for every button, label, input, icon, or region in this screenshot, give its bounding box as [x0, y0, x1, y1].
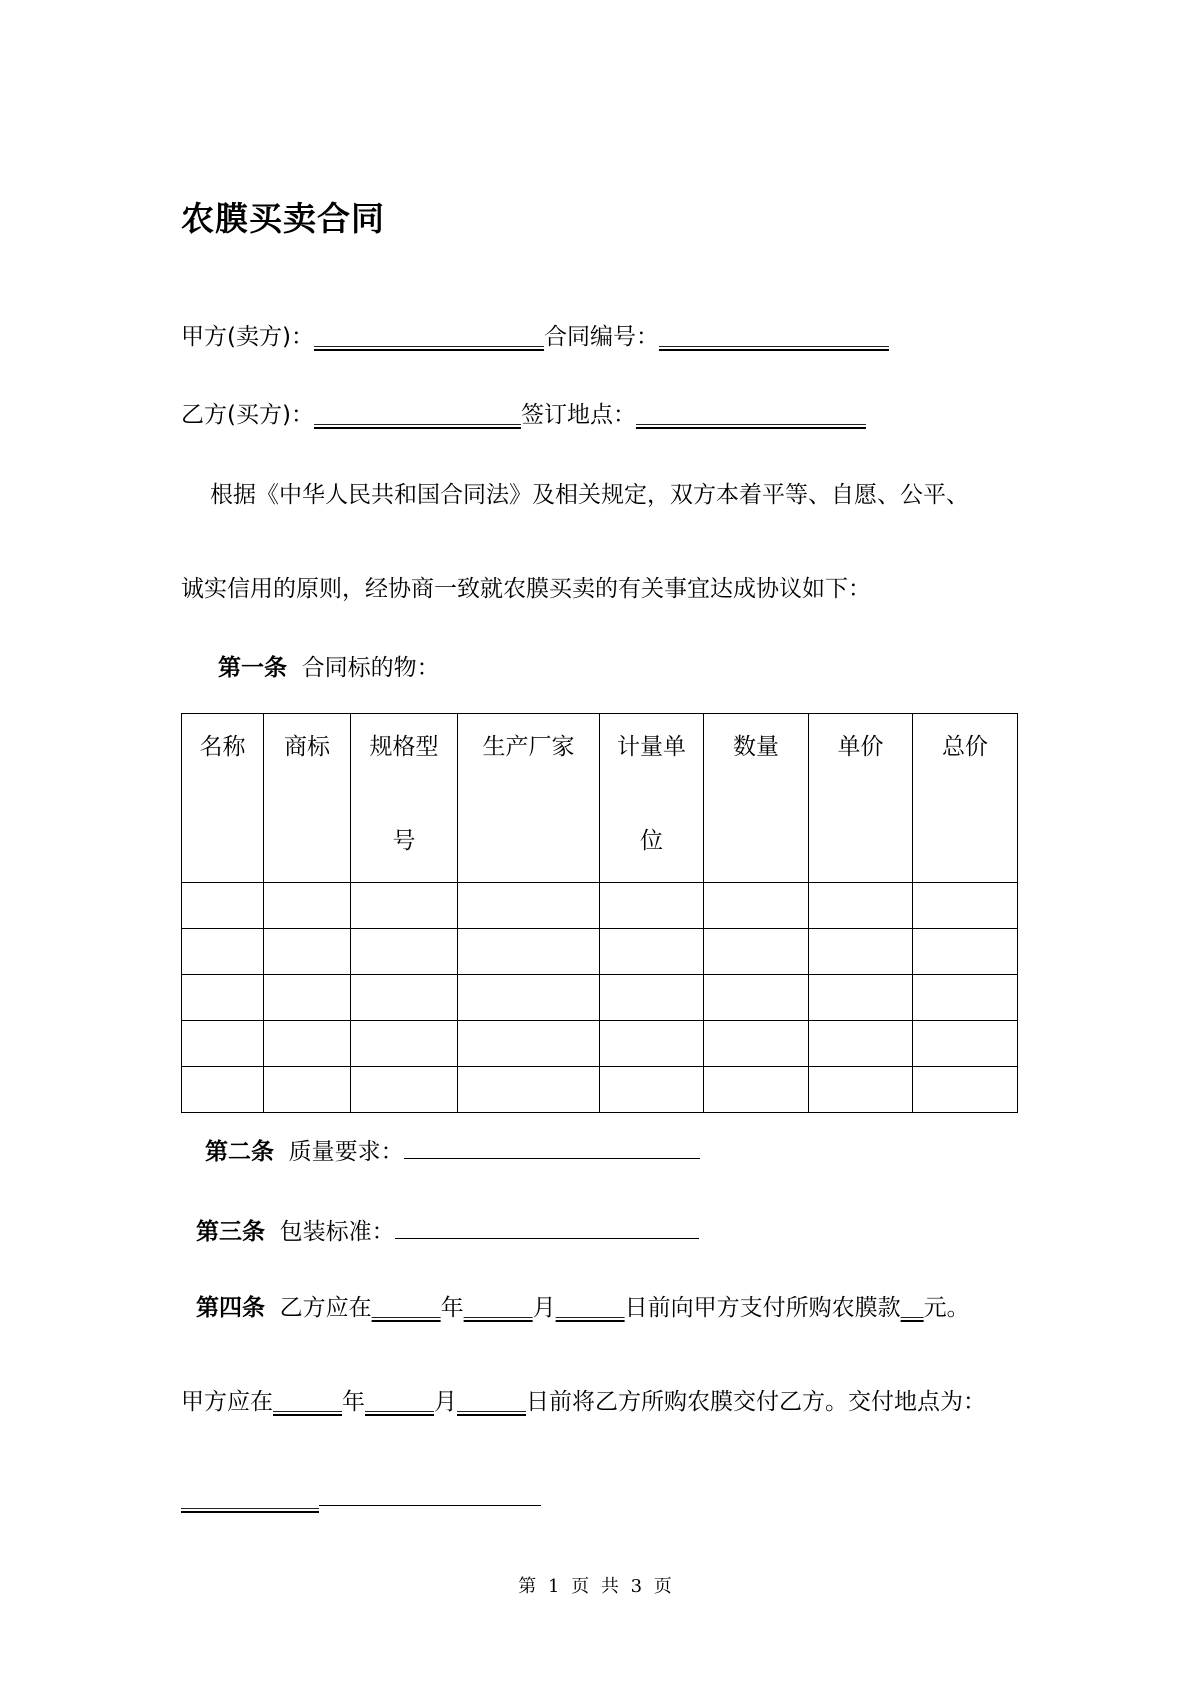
table-cell[interactable] — [600, 929, 704, 975]
party-b-line — [181, 400, 866, 430]
table-cell[interactable] — [600, 1021, 704, 1067]
article-1-text: 合同标的物： — [301, 655, 440, 681]
table-cell[interactable] — [913, 975, 1018, 1021]
party-b-label: 乙方(买方)： — [181, 402, 314, 428]
article-1-heading: 第一条 — [218, 655, 287, 681]
table-cell[interactable] — [351, 1021, 458, 1067]
table-cell[interactable] — [351, 929, 458, 975]
table-cell[interactable] — [913, 1067, 1018, 1113]
table-cell[interactable] — [264, 1067, 351, 1113]
delivery-year-blank[interactable]: ＿＿＿ — [273, 1389, 342, 1415]
article-4-line-1: 第四条 乙方应在＿＿＿年＿＿＿月＿＿＿日前向甲方支付所购农膜款＿元。 — [196, 1295, 970, 1321]
table-cell[interactable] — [264, 1021, 351, 1067]
quality-blank[interactable] — [404, 1134, 700, 1159]
table-cell[interactable] — [351, 1067, 458, 1113]
table-cell[interactable] — [458, 1021, 600, 1067]
table-cell[interactable] — [809, 975, 913, 1021]
article-4-heading: 第四条 — [196, 1295, 265, 1321]
sign-place-label: 签订地点： — [520, 402, 636, 428]
header-cell-unit-price: 单价 — [809, 714, 913, 883]
table-cell[interactable] — [704, 883, 809, 929]
party-a-line — [181, 322, 889, 352]
pay-day-blank[interactable]: ＿＿＿ — [555, 1295, 625, 1321]
pay-year-blank[interactable]: ＿＿＿ — [371, 1295, 441, 1321]
article-1 — [218, 653, 440, 683]
table-header-row — [182, 714, 1018, 883]
goods-table — [181, 713, 1018, 1113]
table-cell[interactable] — [458, 975, 600, 1021]
table-cell[interactable] — [704, 929, 809, 975]
header-cell-spec: 规格型 号 — [351, 714, 458, 883]
table-cell[interactable] — [809, 883, 913, 929]
party-a-label: 甲方(卖方)： — [181, 324, 314, 350]
table-cell[interactable] — [913, 1021, 1018, 1067]
delivery-place-underline[interactable] — [319, 1481, 541, 1506]
sign-place-blank[interactable]: ＿＿＿＿＿＿＿＿＿＿ — [635, 402, 866, 428]
table-row — [182, 1067, 1018, 1113]
table-cell[interactable] — [458, 929, 600, 975]
header-cell-quantity: 数量 — [704, 714, 809, 883]
contract-no-blank[interactable]: ＿＿＿＿＿＿＿＿＿＿ — [658, 324, 889, 350]
pay-month-blank[interactable]: ＿＿＿ — [463, 1295, 533, 1321]
page-footer: 第 1 页 共 3 页 — [518, 1576, 672, 1597]
party-a-blank[interactable]: ＿＿＿＿＿＿＿＿＿＿ — [313, 324, 544, 350]
table-cell[interactable] — [913, 883, 1018, 929]
table-row — [182, 975, 1018, 1021]
table-cell[interactable] — [182, 975, 264, 1021]
header-cell-unit: 计量单 位 — [600, 714, 704, 883]
article-3 — [196, 1214, 699, 1247]
table-cell[interactable] — [913, 929, 1018, 975]
header-cell-brand: 商标 — [264, 714, 351, 883]
intro-line-2: 诚实信用的原则，经协商一致就农膜买卖的有关事宜达成协议如下： — [181, 576, 871, 602]
table-cell[interactable] — [704, 1067, 809, 1113]
packaging-blank[interactable] — [395, 1214, 699, 1239]
article-2-text: 质量要求： — [288, 1139, 404, 1165]
header-cell-manufacturer: 生产厂家 — [458, 714, 600, 883]
document-title: 农膜买卖合同 — [181, 199, 385, 238]
article-4-line-2: 甲方应在＿＿＿年＿＿＿月＿＿＿日前将乙方所购农膜交付乙方。交付地点为： — [181, 1389, 986, 1415]
table-cell[interactable] — [809, 929, 913, 975]
article-2 — [205, 1134, 700, 1167]
intro-line-1: 根据《中华人民共和国合同法》及相关规定，双方本着平等、自愿、公平、 — [210, 482, 969, 508]
delivery-day-blank[interactable]: ＿＿＿ — [457, 1389, 526, 1415]
table-cell[interactable] — [351, 975, 458, 1021]
delivery-month-blank[interactable]: ＿＿＿ — [365, 1389, 434, 1415]
delivery-place-line — [181, 1481, 541, 1514]
table-cell[interactable] — [600, 975, 704, 1021]
table-cell[interactable] — [182, 1067, 264, 1113]
table-row — [182, 883, 1018, 929]
table-cell[interactable] — [600, 1067, 704, 1113]
table-cell[interactable] — [704, 975, 809, 1021]
table-cell[interactable] — [264, 929, 351, 975]
table-cell[interactable] — [600, 883, 704, 929]
table-cell[interactable] — [264, 975, 351, 1021]
header-cell-total-price: 总价 — [913, 714, 1018, 883]
delivery-place-blank[interactable]: ＿＿＿＿＿＿ — [181, 1486, 319, 1512]
article-3-heading: 第三条 — [196, 1219, 265, 1245]
table-cell[interactable] — [458, 883, 600, 929]
article-2-heading: 第二条 — [205, 1139, 274, 1165]
table-cell[interactable] — [264, 883, 351, 929]
header-cell-name: 名称 — [182, 714, 264, 883]
table-cell[interactable] — [704, 1021, 809, 1067]
party-b-blank[interactable]: ＿＿＿＿＿＿＿＿＿ — [313, 402, 521, 428]
table-cell[interactable] — [809, 1021, 913, 1067]
table-row — [182, 1021, 1018, 1067]
table-cell[interactable] — [809, 1067, 913, 1113]
article-3-text: 包装标准： — [279, 1219, 395, 1245]
contract-no-label: 合同编号： — [543, 324, 659, 350]
table-cell[interactable] — [182, 1021, 264, 1067]
table-row — [182, 929, 1018, 975]
table-cell[interactable] — [458, 1067, 600, 1113]
payment-amount-blank[interactable]: ＿ — [900, 1295, 924, 1321]
table-cell[interactable] — [182, 883, 264, 929]
table-cell[interactable] — [182, 929, 264, 975]
table-cell[interactable] — [351, 883, 458, 929]
